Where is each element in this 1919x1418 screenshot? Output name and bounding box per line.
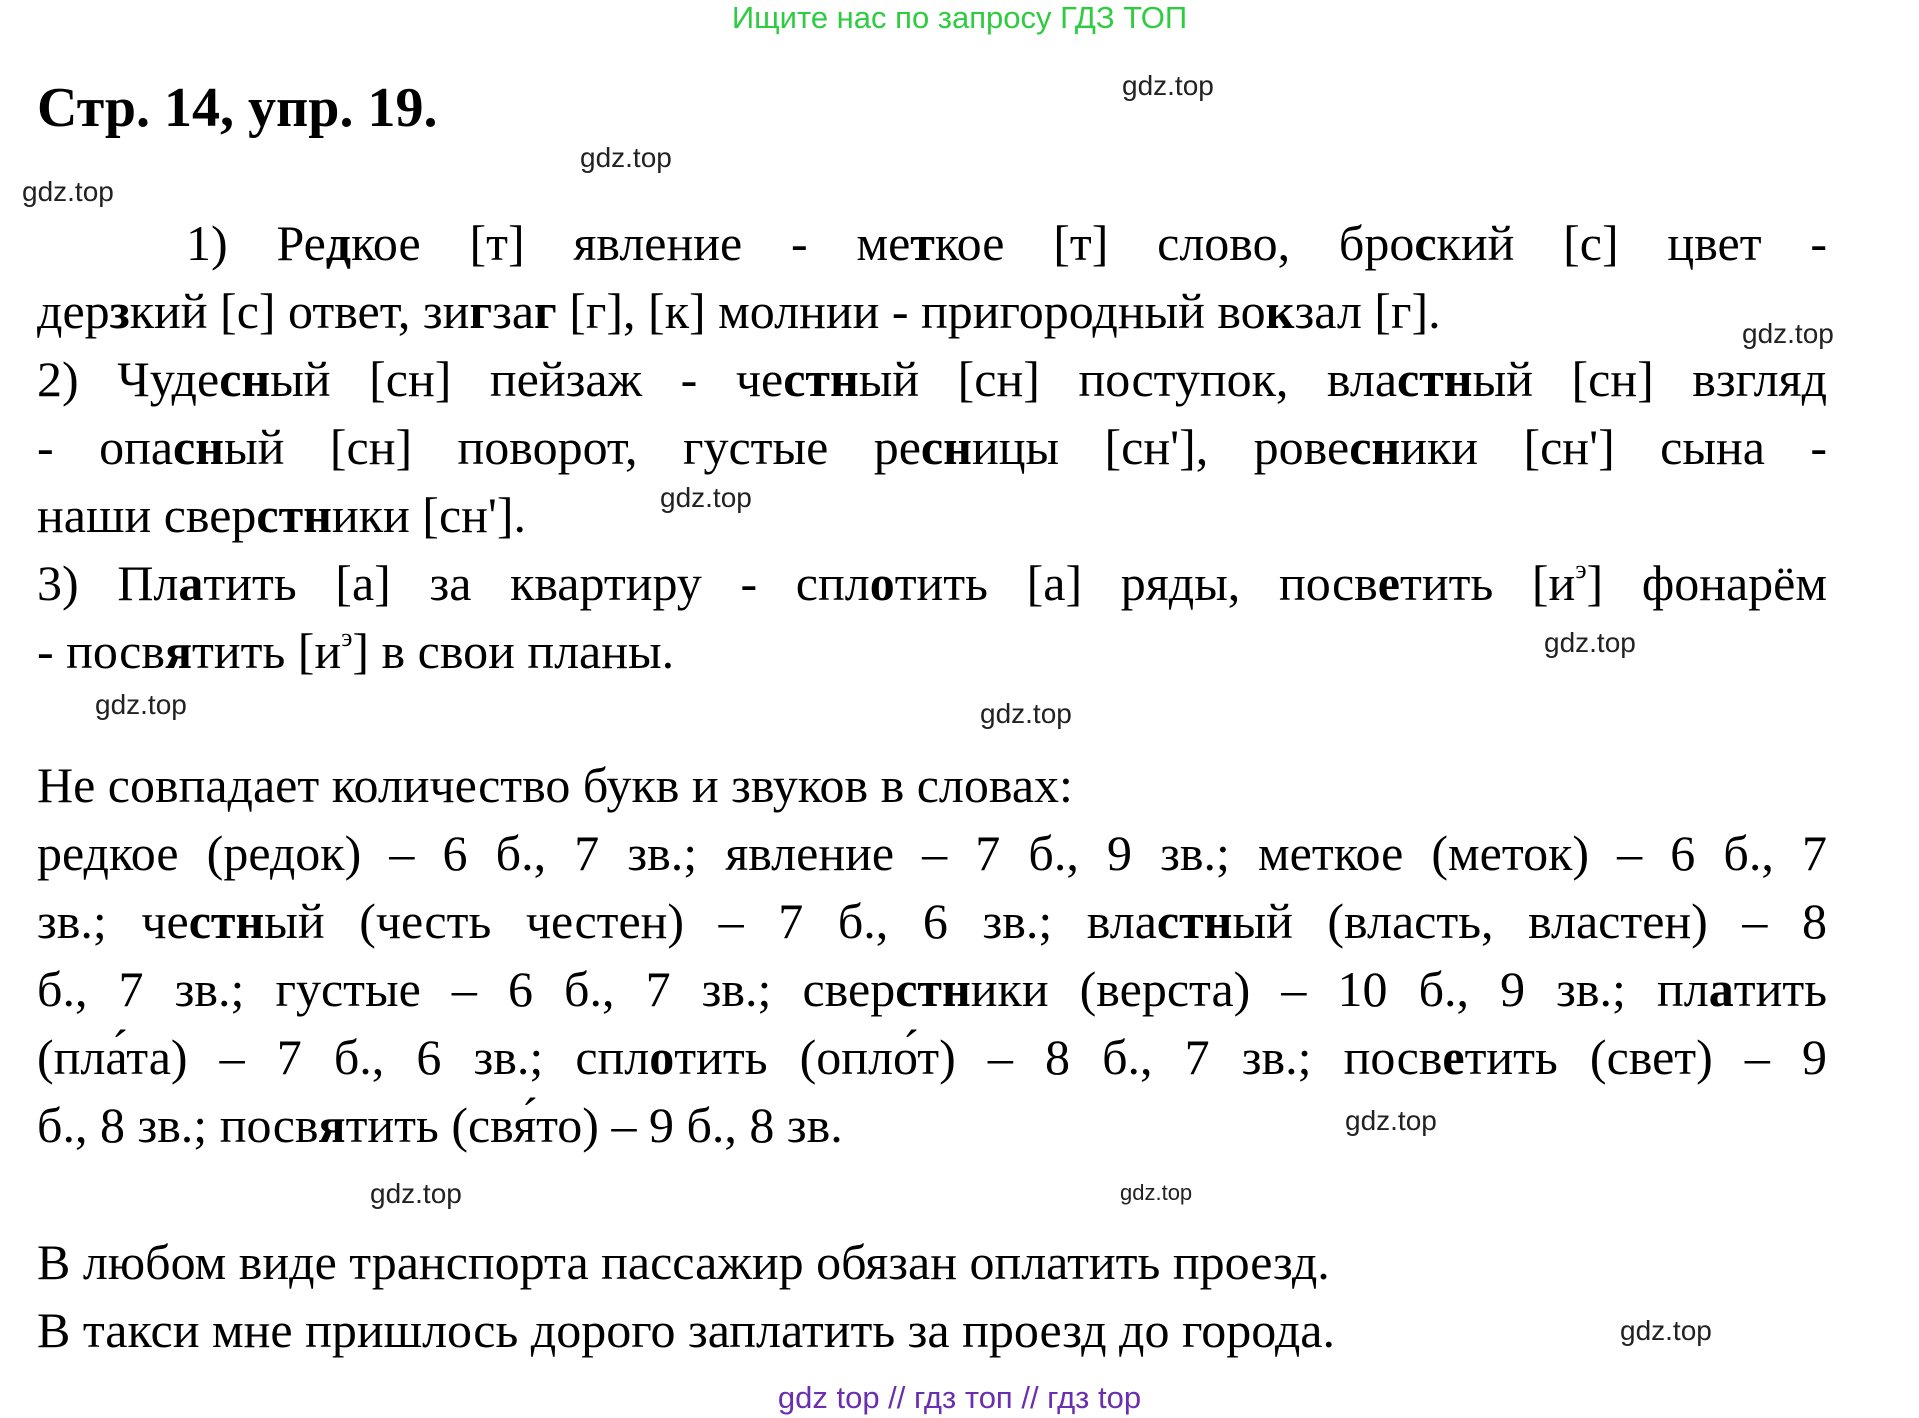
text-segment: ый [сн] взгляд xyxy=(1472,351,1828,407)
highlighted-letters: т xyxy=(910,215,935,271)
footer-links[interactable]: gdz top // гдз топ // гдз top xyxy=(777,1380,1142,1415)
highlighted-letters: г xyxy=(469,283,493,339)
search-hint-banner: Ищите нас по запросу ГДЗ ТОП xyxy=(731,0,1188,35)
highlighted-letters: стн xyxy=(1156,893,1233,949)
text-segment: ] фонарём xyxy=(1586,555,1827,611)
text-segment: кое [т] слово, бро xyxy=(934,215,1415,271)
text-segment: тить [а] ряды, посв xyxy=(894,555,1378,611)
text-line xyxy=(37,345,1827,413)
text-segment: б., 8 зв.; посв xyxy=(37,1097,319,1153)
text-line xyxy=(37,1296,1827,1364)
text-segment: ] в свои планы. xyxy=(352,623,675,679)
text-line xyxy=(37,1091,1827,1159)
text-segment: ый (честь честен) – 7 б., 6 зв.; вла xyxy=(264,893,1157,949)
text-segment: тить xyxy=(1733,961,1827,1017)
highlighted-letters: о xyxy=(649,1029,675,1085)
watermark: gdz.top xyxy=(370,1178,462,1209)
text-line xyxy=(37,819,1827,887)
text-segment: ики [сн']. xyxy=(331,487,527,543)
text-segment: 2) Чуде xyxy=(37,351,220,407)
text-line xyxy=(37,481,1827,549)
highlighted-letters: я xyxy=(318,1097,346,1153)
highlighted-letters: сн xyxy=(920,419,972,475)
highlighted-letters: а xyxy=(178,555,204,611)
text-segment: зв.; че xyxy=(37,893,189,949)
text-line xyxy=(37,277,1827,345)
highlighted-letters: сн xyxy=(173,419,225,475)
superscript: э xyxy=(1575,555,1587,584)
text-segment: (пла́та) – 7 б., 6 зв.; спл xyxy=(37,1029,650,1085)
highlighted-letters: стн xyxy=(256,487,332,543)
text-segment: кий [с] ответ, зи xyxy=(129,283,470,339)
watermark: gdz.top xyxy=(980,698,1072,729)
text-segment: тить (свя́то) – 9 б., 8 зв. xyxy=(345,1097,843,1153)
watermark: gdz.top xyxy=(1345,1105,1437,1136)
highlighted-letters: о xyxy=(869,555,895,611)
highlighted-letters: к xyxy=(1265,283,1295,339)
text-segment: ый [сн] поворот, густые ре xyxy=(224,419,921,475)
text-segment: ый (власть, властен) – 8 xyxy=(1232,893,1827,949)
text-segment: В такси мне пришлось дорого заплатить за проезд до города. xyxy=(37,1302,1335,1358)
text-segment: 1) Ре xyxy=(186,215,326,271)
watermark: gdz.top xyxy=(1544,627,1636,658)
highlighted-letters: сн xyxy=(1349,419,1401,475)
text-segment: ый [сн] пейзаж - че xyxy=(270,351,784,407)
text-segment: ики [сн'] сына - xyxy=(1400,419,1827,475)
text-line xyxy=(37,955,1827,1023)
highlighted-letters: г xyxy=(534,283,557,339)
text-segment: ицы [сн'], рове xyxy=(971,419,1350,475)
highlighted-letters: сн xyxy=(219,351,271,407)
highlighted-letters: д xyxy=(325,215,352,271)
text-segment: В любом виде транспорта пассажир обязан оплатить проезд. xyxy=(37,1234,1330,1290)
text-segment: 3) Пл xyxy=(37,555,179,611)
text-segment: ики (верста) – 10 б., 9 зв.; пл xyxy=(970,961,1709,1017)
text-segment: зал [г]. xyxy=(1294,283,1441,339)
text-segment: тить (опло́т) – 8 б., 7 зв.; посв xyxy=(674,1029,1443,1085)
text-segment: ый [сн] поступок, вла xyxy=(858,351,1398,407)
highlighted-letters: стн xyxy=(783,351,859,407)
text-segment: тить [и xyxy=(1399,555,1576,611)
watermark: gdz.top xyxy=(660,482,752,513)
highlighted-letters: стн xyxy=(188,893,265,949)
text-segment: тить [а] за квартиру - спл xyxy=(203,555,870,611)
text-line xyxy=(37,1023,1827,1091)
text-segment: - посв xyxy=(37,623,165,679)
watermark: gdz.top xyxy=(1742,318,1834,349)
highlighted-letters: я xyxy=(164,623,193,679)
text-segment: дер xyxy=(37,283,110,339)
text-line xyxy=(37,549,1827,617)
text-line xyxy=(37,751,1827,819)
watermark: gdz.top xyxy=(580,142,672,173)
text-line xyxy=(37,887,1827,955)
page-title: Стр. 14, упр. 19. xyxy=(37,77,438,139)
text-line xyxy=(37,413,1827,481)
text-segment: б., 7 зв.; густые – 6 б., 7 зв.; свер xyxy=(37,961,896,1017)
highlighted-letters: з xyxy=(109,283,130,339)
text-segment: [г], [к] молнии - пригородный во xyxy=(556,283,1266,339)
text-segment: кий [с] цвет - xyxy=(1436,215,1827,271)
highlighted-letters: стн xyxy=(895,961,971,1017)
text-segment: редкое (редок) – 6 б., 7 зв.; явление – 7 б., 9 зв.; меткое (меток) – 6 б., 7 xyxy=(37,825,1827,881)
highlighted-letters: а xyxy=(1708,961,1734,1017)
text-segment: кое [т] явление - ме xyxy=(351,215,911,271)
watermark: gdz.top xyxy=(1620,1315,1712,1346)
text-line xyxy=(186,209,1827,277)
text-segment: наши свер xyxy=(37,487,257,543)
watermark: gdz.top xyxy=(22,176,114,207)
highlighted-letters: е xyxy=(1442,1029,1465,1085)
highlighted-letters: стн xyxy=(1397,351,1473,407)
text-segment: Не совпадает количество букв и звуков в словах: xyxy=(37,757,1073,813)
text-segment: - опа xyxy=(37,419,174,475)
watermark: gdz.top xyxy=(1122,70,1214,101)
watermark: gdz.top xyxy=(95,689,187,720)
highlighted-letters: с xyxy=(1414,215,1437,271)
text-segment: тить [и xyxy=(192,623,342,679)
text-segment: тить (свет) – 9 xyxy=(1464,1029,1827,1085)
text-segment: за xyxy=(492,283,535,339)
watermark: gdz.top xyxy=(1120,1180,1193,1205)
superscript: э xyxy=(341,623,353,652)
highlighted-letters: е xyxy=(1377,555,1400,611)
text-line xyxy=(37,1228,1827,1296)
